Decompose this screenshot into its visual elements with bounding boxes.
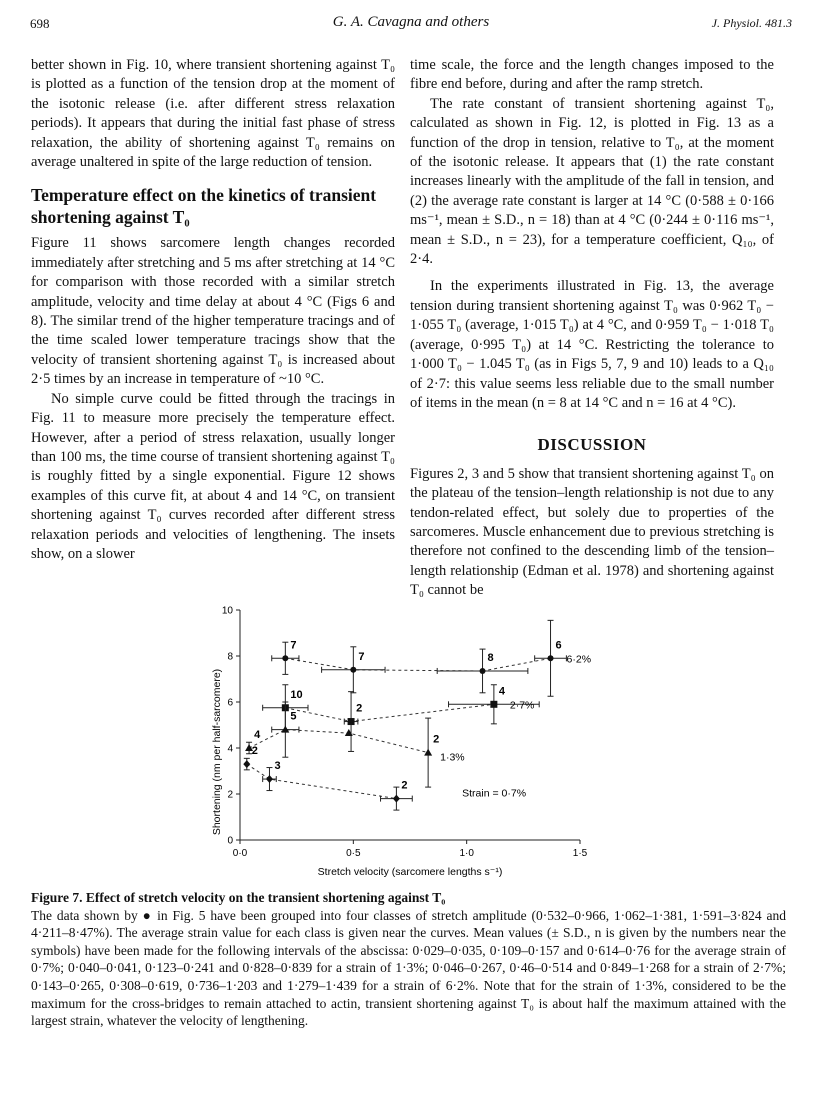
y-tick-label: 4 xyxy=(227,743,233,755)
data-point xyxy=(243,760,250,768)
y-axis-label: Shortening (nm per half-sarcomere) xyxy=(211,668,223,836)
series-strain-label: 1·3% xyxy=(440,751,465,764)
n-count-label: 4 xyxy=(254,729,261,741)
left-paragraph-1: better shown in Fig. 10, where transient shortening against T₀ is plotted as a function of the tension drop at the moment of the isotonic release (i.e. after different stress relaxation periods). It appears that during the initial fast phase of stress relaxation, the ability of shortening against T₀ remains on average unaltered in spite of the large reduction of tension. xyxy=(31,57,395,171)
data-point xyxy=(266,775,273,783)
n-count-label: 2 xyxy=(433,733,440,746)
x-tick-label: 0·0 xyxy=(232,848,248,859)
figure-7-chart xyxy=(190,595,630,890)
left-column xyxy=(31,56,395,564)
figure-caption xyxy=(31,889,786,1030)
right-column xyxy=(410,56,774,601)
series-line xyxy=(285,704,494,721)
chart-axes xyxy=(222,606,588,860)
right-paragraph-1: time scale, the force and the length changes imposed to the fibre end before, during and after the ramp stretch. xyxy=(410,57,774,93)
running-title: G. A. Cavagna and others xyxy=(332,14,490,30)
right-paragraph-2: The rate constant of transient shortening against T₀, calculated as shown in Fig. 12, is plotted in Fig. 13 as a function of the drop in tension, relative to T₀, at the moment of the isotonic release. It appears that (1) the rate constant increases linearly with the amplitude of the fall in tension, and (2) the average rate constant is larger at 14 °C (0·588 ± 0·166 ms⁻¹, mean ± S.D., n = 18) than at 4 °C (0·244 ± 0·116 ms⁻¹, mean ± S.D., n = 23), for a temperature coefficient, Q₁₀, of 2·4. xyxy=(410,95,774,268)
page-number: 698 xyxy=(30,16,50,31)
data-point xyxy=(480,668,486,674)
right-paragraph-4: Figures 2, 3 and 5 show that transient shortening against T₀ on the plateau of the tension–length relationship is not due to any tendon-related effect, but solely due to properties of the sarcomeres. Muscle enhancement due to previous stretching is therefore not confined to the descending limb of the tension–length relationship (Edman et al. 1978) and shortening against T₀ cannot be xyxy=(410,465,774,599)
data-point xyxy=(490,701,497,708)
section-heading-temperature: Temperature effect on the kinetics of transient shortening against T₀ xyxy=(31,185,377,228)
n-count-label: 6 xyxy=(555,639,562,652)
n-count-label: 7 xyxy=(290,639,297,652)
x-axis-label: Stretch velocity (sarcomere lengths s⁻¹) xyxy=(317,866,503,878)
y-tick-label: 0 xyxy=(227,835,233,847)
x-tick-label: 1·0 xyxy=(459,848,474,859)
y-tick-label: 2 xyxy=(227,789,233,801)
x-tick-label: 1·5 xyxy=(572,848,588,859)
n-count-label: 2 xyxy=(356,702,363,715)
data-point xyxy=(350,667,356,673)
caption-body: The data shown by ● in Fig. 5 have been grouped into four classes of stretch amplitude (0·532–0·966, 1·062–1·381, 1·591–3·824 and 4·211–8·47%). The average strain value for each class is given near the curves. Mean values (± S.D., n is given by the numbers near the symbols) have been made for the following intervals of the abscissa: 0·029–0·035, 0·109–0·157 and 0·614–0·76 for the average strain of 0·7%; 0·040–0·041, 0·123–0·241 and 0·828–0·839 for a strain of 1·3%; 0·046–0·267, 0·46–0·514 and 0·849–1·268 for a strain of 2·7%; 0·143–0·265, 0·308–0·619, 0·736–1·203 and 1·279–1·439 for a strain of 6·2%. Note that for the strain of 1·3%, considered to be the maximum for the cross-bridges to remain attached to actin, transient shortening against T₀ is about half the maximum attained with the largest strain, whatever the velocity of lengthening. xyxy=(31,907,786,1029)
left-paragraph-2: Figure 11 shows sarcomere length changes recorded immediately after stretching and 5 ms after stretching at 14 °C for comparison with those recorded with a similar stretch amplitude, velocity and time delay at about 4 °C (Figs 6 and 8). The similar trend of the higher temperature tracings and of the time scaled lower temperature tracings show that the velocity of transient shortening against T₀ is increased about 2·5 times by an increase in temperature of ~10 °C. xyxy=(31,235,395,388)
n-count-label: 8 xyxy=(487,651,494,664)
x-tick-label: 0·5 xyxy=(346,848,361,859)
discussion-heading: DISCUSSION xyxy=(537,435,647,455)
right-paragraph-3: In the experiments illustrated in Fig. 13, the average tension during transient shortening against T₀ was 0·962 T₀ − 1·055 T₀ (average, 1·015 T₀) at 4 °C, and 0·959 T₀ − 1·018 T₀ (average, 0·995 T₀) at 14 °C. Restricting the tolerance to 1·000 T₀ − 1.045 T₀ (as in Figs 5, 7, 9 and 10) leads to a Q₁₀ of 2·7: this value seems less reliable due to the small number of items in the mean (n = 8 at 14 °C and n = 16 at 4 °C). xyxy=(410,278,774,411)
n-count-label: 2 xyxy=(401,779,408,792)
data-point xyxy=(282,655,288,661)
data-point xyxy=(281,726,289,733)
left-paragraph-3: No simple curve could be fitted through the tracings in Fig. 11 to measure more precisely the temperature effect. However, after a period of stress relaxation, usually longer than 100 ms, the time course of transient shortening against T₀ is roughly fitted by a single exponential. Figure 12 shows examples of this curve fit, at about 4 and 14 °C, on transient shortening against T₀ curves recorded after different stress relaxation periods and velocities of lengthening. The insets show, on a slower xyxy=(31,390,395,562)
chart-marks xyxy=(243,620,591,810)
n-count-label: 4 xyxy=(498,685,505,698)
caption-title: Figure 7. Effect of stretch velocity on the transient shortening against T₀ xyxy=(31,890,446,905)
n-count-label: 3 xyxy=(274,760,281,773)
y-tick-label: 8 xyxy=(227,651,233,663)
series-strain-label: Strain = 0·7% xyxy=(462,787,527,800)
data-point xyxy=(548,655,554,661)
y-tick-label: 10 xyxy=(221,605,233,617)
n-count-label: 5 xyxy=(290,710,297,723)
n-count-label: 7 xyxy=(358,650,365,663)
series-strain-label: 6·2% xyxy=(566,653,592,666)
y-tick-label: 6 xyxy=(227,697,233,709)
series-line xyxy=(285,658,550,671)
data-point xyxy=(345,729,353,736)
n-count-label: 10 xyxy=(290,688,303,701)
chart-svg xyxy=(190,595,630,890)
n-count-label: 2 xyxy=(251,745,258,758)
series-line xyxy=(249,730,428,753)
data-point xyxy=(393,795,400,803)
series-strain-label: 2·7% xyxy=(509,699,535,712)
page-header xyxy=(30,16,792,36)
data-point xyxy=(424,749,432,756)
data-point xyxy=(348,718,355,725)
journal-reference: J. Physiol. 481.3 xyxy=(711,16,792,30)
